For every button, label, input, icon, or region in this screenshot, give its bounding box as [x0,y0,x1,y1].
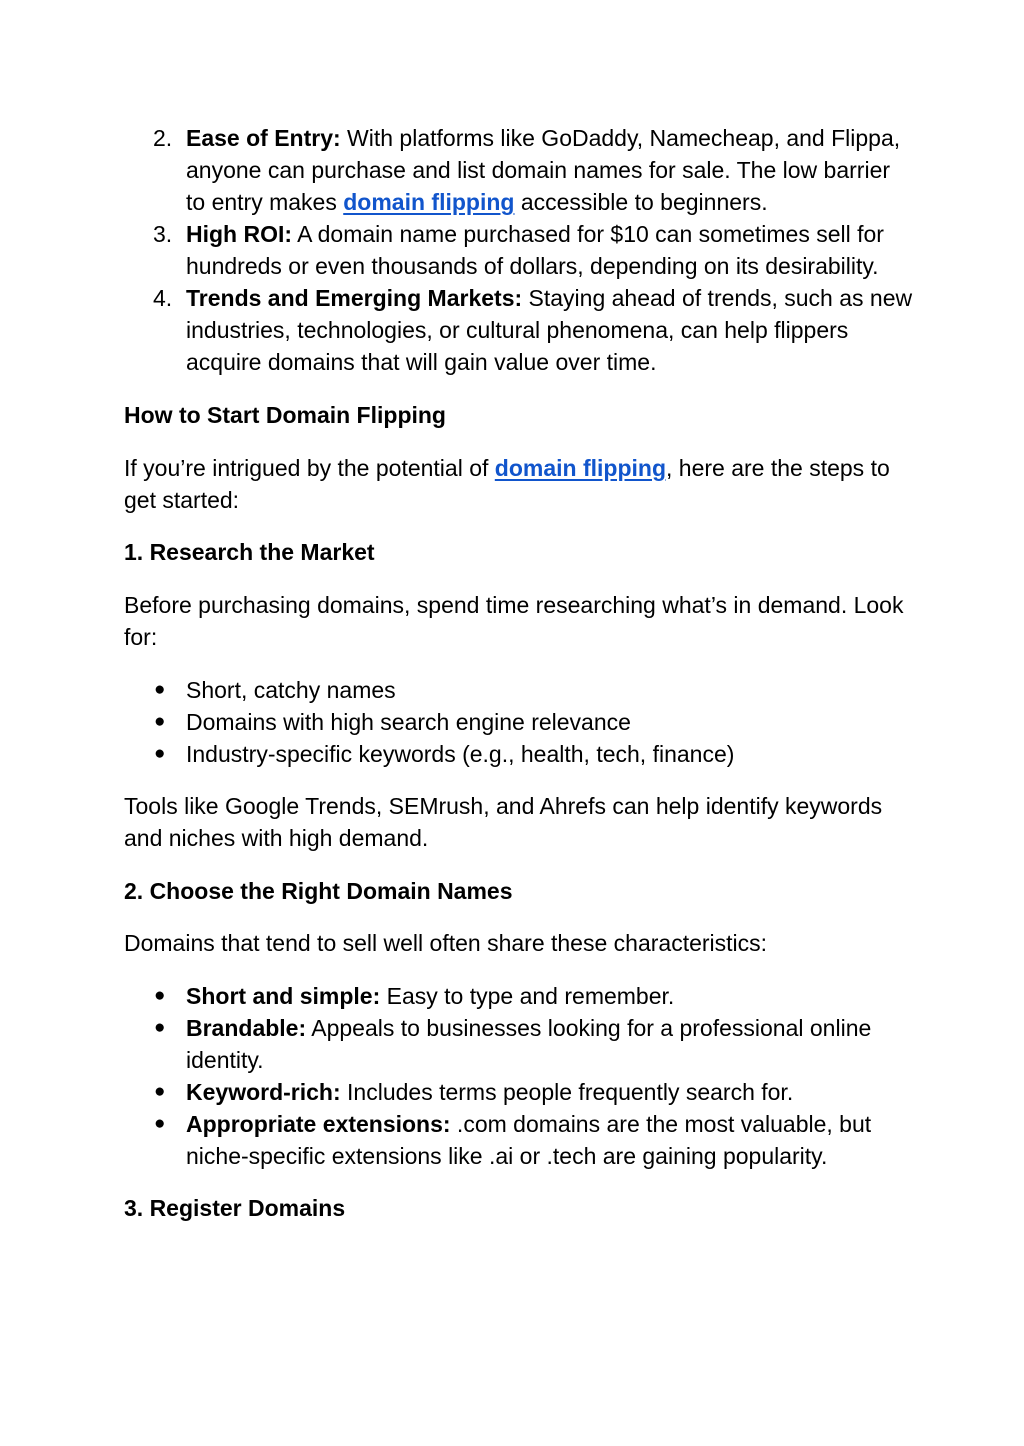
item-text: accessible to beginners. [514,189,768,215]
bullet-icon: ● [154,1113,166,1134]
bullet-text: Short, catchy names [186,677,396,703]
list-number: 4. [153,285,173,311]
section-heading: How to Start Domain Flipping [124,402,446,428]
item-label: Ease of Entry: [186,125,341,151]
step2-intro: Domains that tend to sell well often share these characteristics: [124,930,768,956]
numbered-list [124,122,914,378]
bullet-icon: ● [154,1017,166,1038]
step1-heading: 1. Research the Market [124,539,375,565]
list-item [124,1012,914,1076]
step3-heading: 3. Register Domains [124,1195,346,1221]
list-item [124,282,914,378]
list-number: 2. [153,125,173,151]
item-label: Trends and Emerging Markets: [186,285,523,311]
list-item [124,674,914,706]
list-item [124,980,914,1012]
bullet-label: Appropriate extensions: [186,1111,451,1137]
bullet-icon: ● [154,1081,166,1102]
step1-intro: Before purchasing domains, spend time researching what’s in demand. Look for: [124,592,904,650]
bullet-text: Includes terms people frequently search for. [340,1079,794,1105]
bullet-label: Short and simple: [186,983,381,1009]
intro-text: , here are the steps to get started: [124,455,890,513]
list-item [124,1076,914,1108]
bullet-icon: ● [154,985,166,1006]
item-text: With platforms like GoDaddy, Namecheap, and Flippa, anyone can purchase and list domain names for sale. The low barrier to entry makes [186,125,901,215]
intro-text: If you’re intrigued by the potential of [124,455,495,481]
section-intro [124,452,914,516]
step1-bullet-list [124,674,914,770]
bullet-icon: ● [154,743,166,764]
domain-flipping-link[interactable]: domain flipping [343,189,515,215]
list-item [124,1108,914,1172]
bullet-label: Keyword-rich: [186,1079,341,1105]
step2-bullet-list [124,980,914,1172]
bullet-label: Brandable: [186,1015,307,1041]
step2-heading: 2. Choose the Right Domain Names [124,878,513,904]
domain-flipping-link[interactable]: domain flipping [494,455,666,481]
bullet-text: Industry-specific keywords (e.g., health, tech, finance) [186,741,735,767]
bullet-icon: ● [154,711,166,732]
list-item [124,738,914,770]
list-item [124,706,914,738]
bullet-text: Easy to type and remember. [380,983,675,1009]
bullet-icon: ● [154,679,166,700]
list-item [124,122,914,218]
bullet-text: Domains with high search engine relevance [186,709,631,735]
bullet-text: Appeals to businesses looking for a professional online identity. [186,1015,872,1073]
step1-tools: Tools like Google Trends, SEMrush, and Ahrefs can help identify keywords and niches with high demand. [124,793,883,851]
item-text: Staying ahead of trends, such as new industries, technologies, or cultural phenomena, can help flippers acquire domains that will gain value over time. [186,285,913,375]
item-label: High ROI: [186,221,293,247]
list-item [124,218,914,282]
item-text: A domain name purchased for $10 can sometimes sell for hundreds or even thousands of dollars, depending on its desirability. [186,221,884,279]
bullet-text: .com domains are the most valuable, but niche-specific extensions like .ai or .tech are gaining popularity. [186,1111,872,1169]
list-number: 3. [153,221,173,247]
document-page [124,122,914,1224]
